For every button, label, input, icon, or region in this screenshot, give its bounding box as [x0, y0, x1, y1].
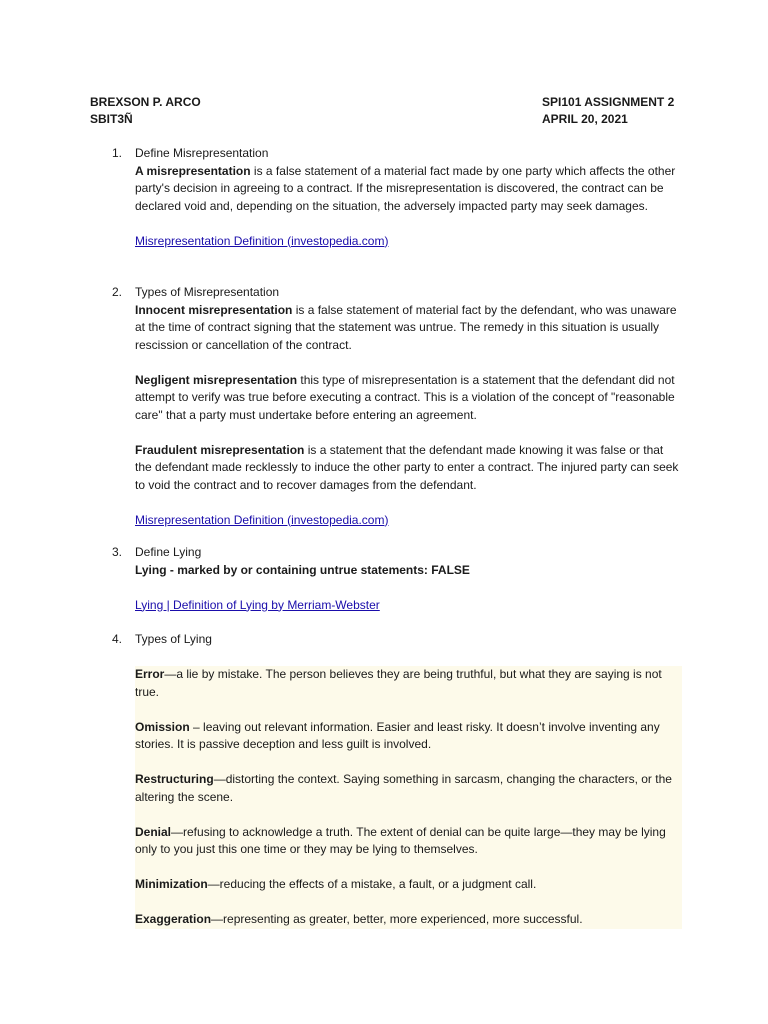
- reference-link[interactable]: Lying | Definition of Lying by Merriam-Webster: [135, 597, 380, 612]
- question-number: 3.: [112, 545, 123, 559]
- definition-text: is a false statement of a material fact made by one party which affects the other party's decision in agreeing to a contract. If the misrepresentation is discovered, the contract can be declared void and, depending on the situation, the adversely impacted party may seek damages.: [135, 163, 676, 213]
- question-2: [112, 284, 682, 529]
- lying-text: – leaving out relevant information. Easier and least risky. It doesn’t involve inventing any stories. It is passive deception and less guilt is involved.: [135, 719, 660, 751]
- reference-link[interactable]: Misrepresentation Definition (investopedia.com): [135, 512, 389, 527]
- question-title: Define Misrepresentation: [135, 146, 269, 160]
- question-title: Types of Lying: [135, 632, 212, 646]
- reference-link[interactable]: Misrepresentation Definition (investopedia.com): [135, 233, 389, 248]
- lying-type: [135, 824, 682, 859]
- highlighted-list: [135, 666, 682, 929]
- question-title: Define Lying: [135, 545, 202, 559]
- lying-text: —reducing the effects of a mistake, a fault, or a judgment call.: [207, 877, 537, 891]
- question-number: 1.: [112, 146, 123, 160]
- assignment-info: [542, 94, 674, 128]
- student-section: SBIT3Ñ: [90, 112, 133, 126]
- type-text: this type of misrepresentation is a statement that the defendant did not attempt to verify was true before executing a contract. This is a violation of the concept of "reasonable care" that a party must undertake before entering an agreement.: [135, 372, 675, 422]
- lying-term: Restructuring: [135, 772, 214, 786]
- question-number: 4.: [112, 632, 123, 646]
- lying-text: —distorting the context. Saying something in sarcasm, changing the characters, or the altering the scene.: [135, 772, 672, 804]
- type-term: Negligent misrepresentation: [135, 372, 298, 387]
- student-name: BREXSON P. ARCO: [90, 95, 201, 109]
- type-paragraph: [135, 442, 682, 495]
- lying-text: —representing as greater, better, more experienced, more successful.: [211, 912, 583, 926]
- lying-term: Error: [135, 667, 165, 681]
- student-info: [90, 94, 201, 128]
- type-text: is a false statement of material fact by the defendant, who was unaware at the time of contract signing that the statement was untrue. The remedy in this situation is usually rescission or cancellation of the contract.: [135, 302, 677, 352]
- lying-definition: Lying - marked by or containing untrue statements: FALSE: [135, 562, 470, 577]
- lying-text: —a lie by mistake. The person believes they are being truthful, but what they are saying is not true.: [135, 667, 662, 699]
- definition-paragraph: [135, 163, 682, 216]
- lying-type: [135, 876, 682, 894]
- assignment-title: SPI101 ASSIGNMENT 2: [542, 95, 675, 109]
- lying-text: —refusing to acknowledge a truth. The extent of denial can be quite large—they may be lying only to you just this one time or they may be lying to themselves.: [135, 824, 666, 856]
- question-4: [112, 631, 682, 929]
- type-text: is a statement that the defendant made knowing it was false or that the defendant made recklessly to induce the other party to enter a contract. The injured party can seek to void the contract and to recover damages from the defendant.: [135, 442, 679, 492]
- lying-term: Exaggeration: [135, 912, 212, 926]
- lying-term: Denial: [135, 824, 172, 839]
- type-paragraph: [135, 372, 682, 425]
- question-title: Types of Misrepresentation: [135, 285, 280, 299]
- question-3: [112, 544, 682, 614]
- question-number: 2.: [112, 285, 123, 299]
- lying-type: [135, 771, 682, 806]
- lying-type: [135, 719, 682, 754]
- type-term: Fraudulent misrepresentation: [135, 442, 305, 457]
- assignment-date: APRIL 20, 2021: [542, 112, 628, 126]
- type-paragraph: [135, 302, 682, 355]
- question-1: [112, 145, 682, 250]
- type-term: Innocent misrepresentation: [135, 302, 293, 317]
- definition-term: A misrepresentation: [135, 163, 251, 178]
- lying-term: Omission: [135, 719, 190, 734]
- lying-type: [135, 911, 682, 929]
- lying-term: Minimization: [135, 877, 208, 891]
- lying-type: [135, 666, 682, 701]
